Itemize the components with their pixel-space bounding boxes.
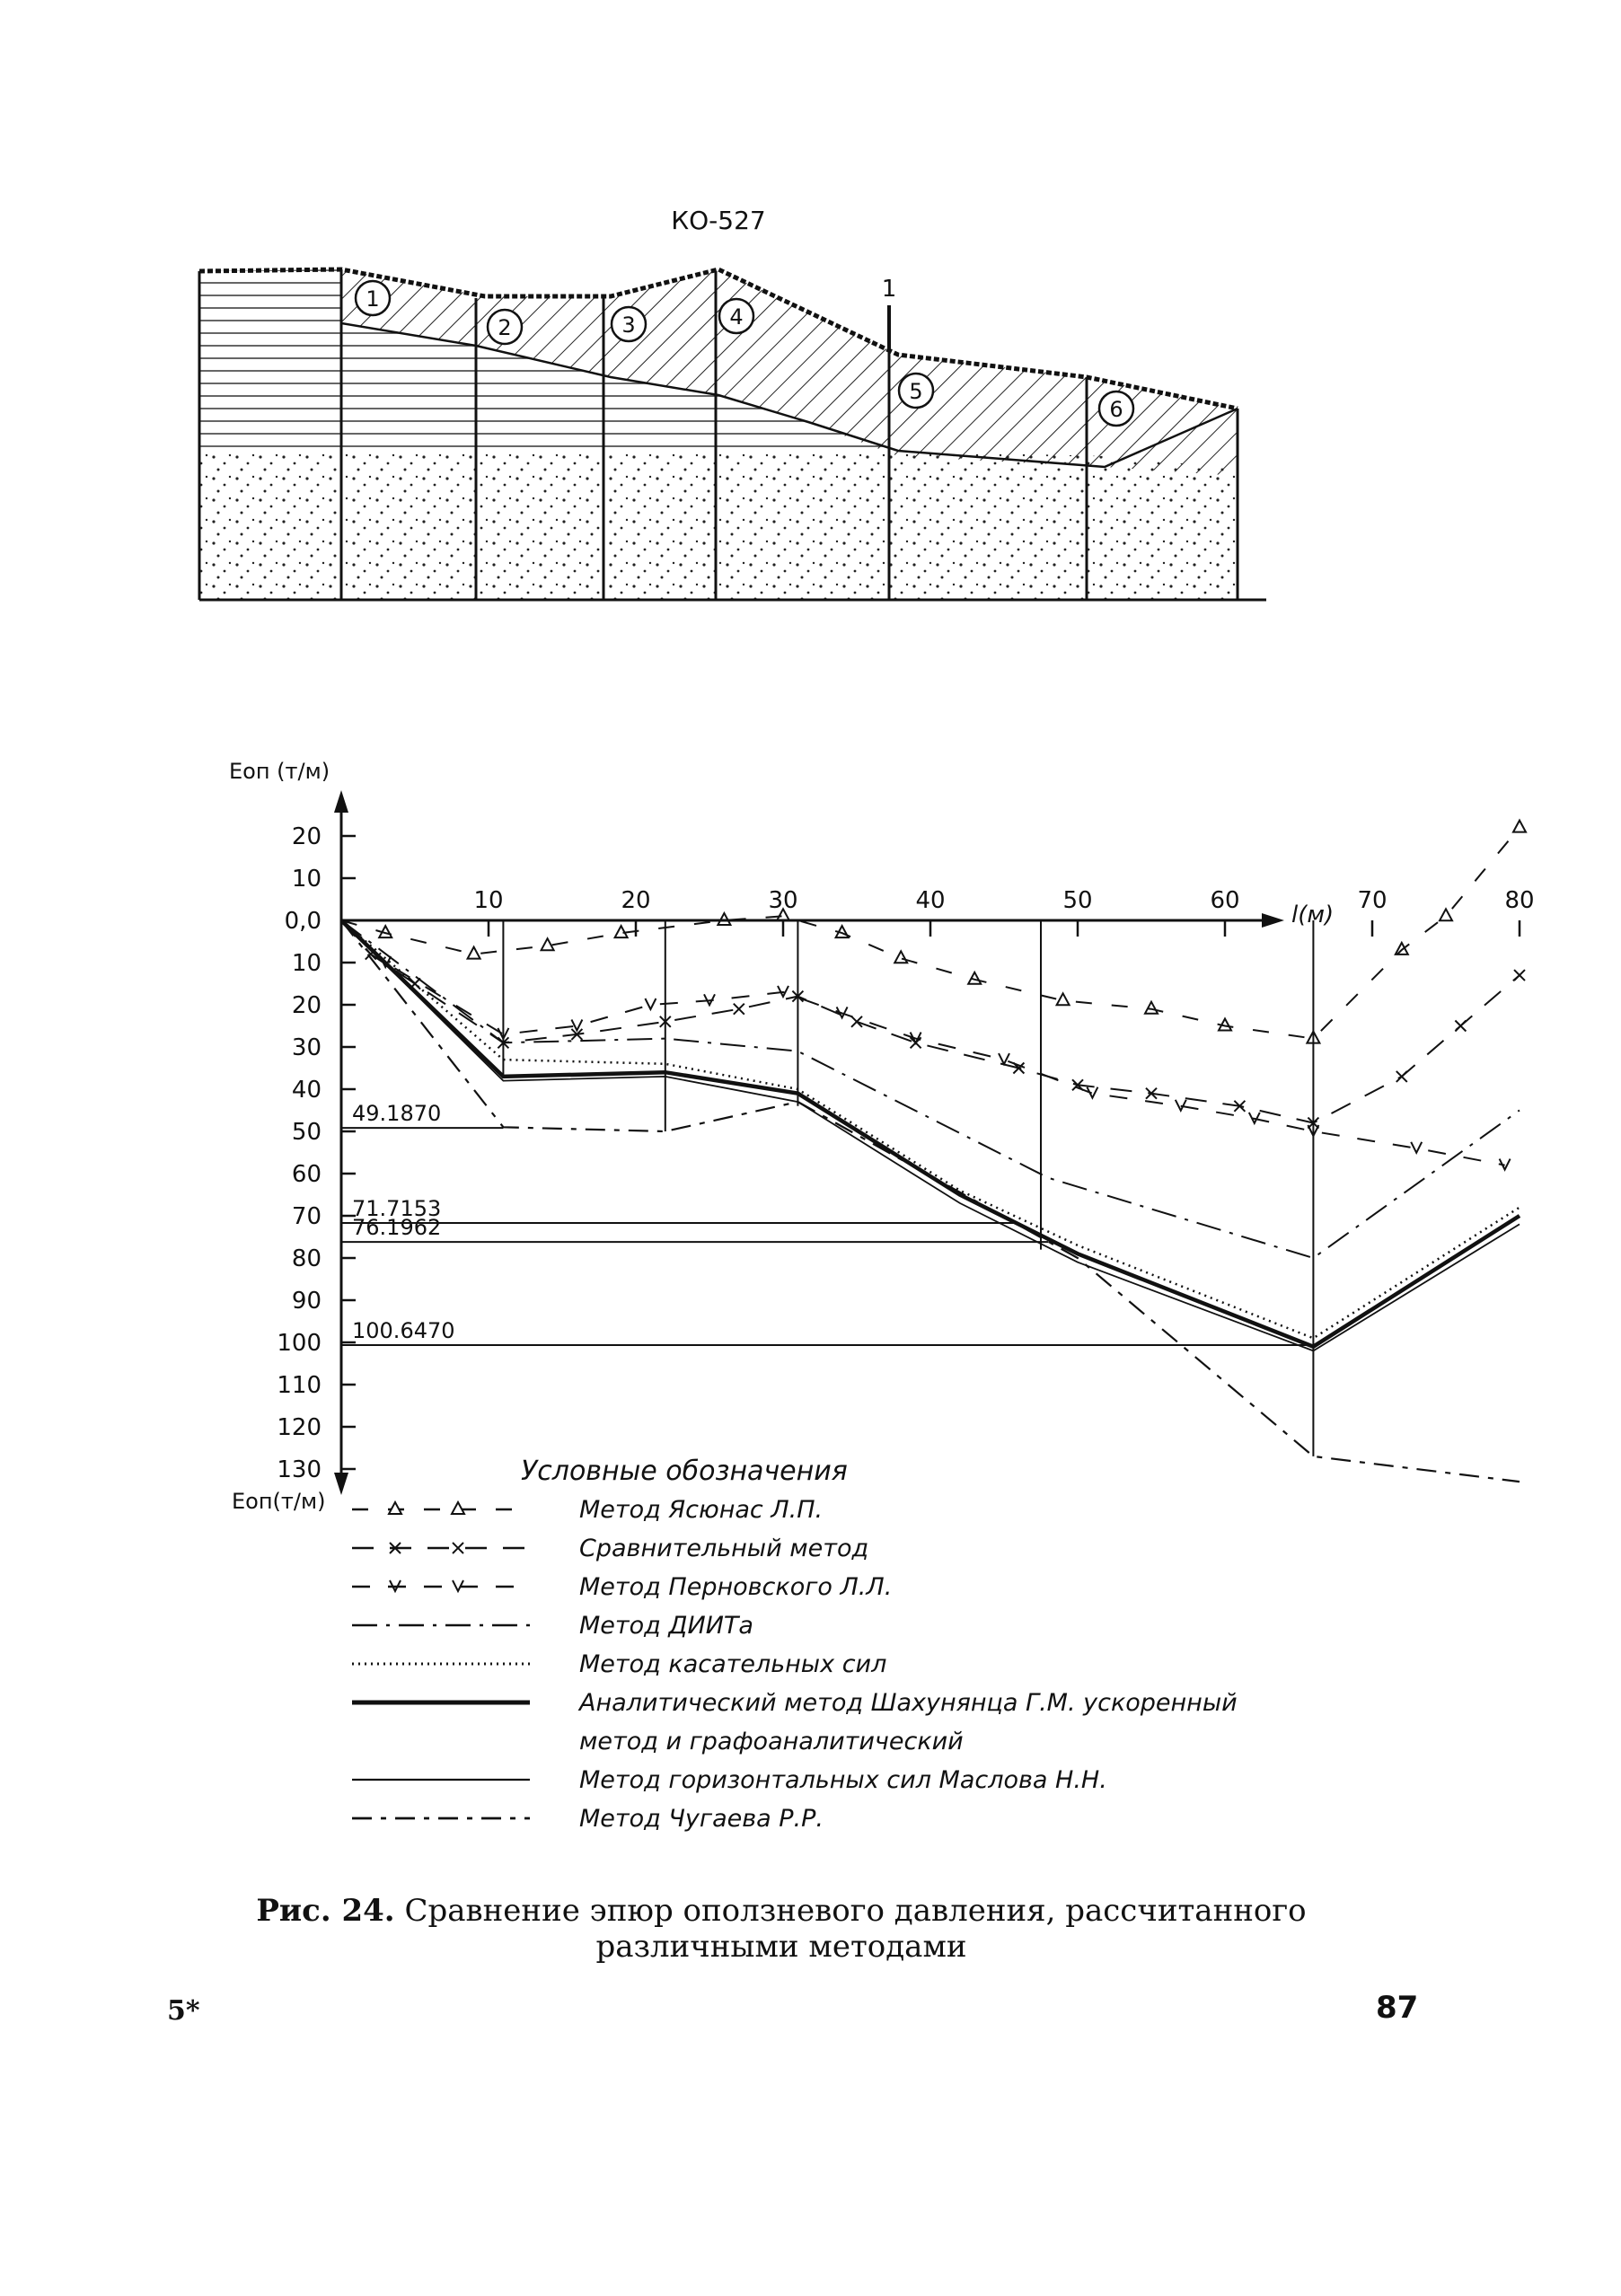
level-label: 100.6470	[352, 1318, 455, 1344]
signature-mark: 5*	[167, 1995, 200, 2027]
svg-text:1: 1	[366, 286, 380, 312]
legend-label: Метод горизонтальных сил Маслова Н.Н.	[579, 1766, 1107, 1794]
legend-title: Условные обозначения	[521, 1456, 848, 1487]
y-tick-label: 110	[277, 1372, 322, 1399]
legend-label: Метод Перновского Л.Л.	[579, 1573, 893, 1601]
x-tick-label: 20	[621, 887, 651, 914]
page-number: 87	[1376, 1990, 1419, 2026]
y-tick-label: 10	[291, 950, 322, 977]
y-axis-label-top: Eоп (т/м)	[229, 759, 330, 784]
y-tick-label: 130	[277, 1456, 322, 1483]
x-tick-label: 50	[1062, 887, 1093, 914]
x-tick-label: 80	[1504, 887, 1535, 914]
y-tick-label: 30	[291, 1034, 322, 1061]
y-tick-label: 120	[277, 1414, 322, 1441]
y-tick-label: 40	[291, 1077, 322, 1104]
svg-text:3: 3	[621, 312, 636, 338]
x-tick-label: 30	[768, 887, 798, 914]
y-tick-label: 90	[291, 1288, 322, 1315]
y-tick-label: 80	[291, 1245, 322, 1272]
x-tick-label: 70	[1357, 887, 1388, 914]
caption-label: Рис. 24.	[256, 1893, 395, 1929]
x-tick-label: 40	[915, 887, 946, 914]
legend-label: Метод касательных сил	[579, 1650, 887, 1678]
y-tick-label: 20	[291, 992, 322, 1019]
legend-label: Метод ДИИТа	[579, 1612, 753, 1640]
legend-label: Метод Ясюнас Л.П.	[579, 1496, 824, 1524]
level-label: 76.1962	[352, 1215, 442, 1241]
y-tick-label: 0,0	[284, 908, 322, 935]
legend-marker	[452, 1502, 464, 1514]
svg-text:5: 5	[909, 379, 923, 404]
x-axis-label: l(м)	[1291, 902, 1335, 928]
legend-label: Сравнительный метод	[579, 1535, 869, 1562]
caption-text: Сравнение эпюр оползневого давления, рассчитанного различными методами	[404, 1893, 1307, 1965]
x-tick-label: 60	[1210, 887, 1240, 914]
legend-marker	[453, 1543, 463, 1553]
legend-label: Метод Чугаева Р.Р.	[579, 1805, 824, 1833]
y-tick-label: 60	[291, 1161, 322, 1188]
legend-label: метод и графоаналитический	[579, 1728, 964, 1755]
y-tick-label: 20	[291, 823, 322, 850]
svg-text:2: 2	[498, 315, 512, 340]
legend-label: Аналитический метод Шахунянца Г.М. ускоренный	[579, 1689, 1238, 1717]
svg-text:4: 4	[729, 304, 744, 330]
profile-label: КО-527	[671, 206, 766, 235]
y-axis-label-bottom: Eоп(т/м)	[232, 1489, 326, 1514]
y-tick-label: 10	[291, 866, 322, 893]
section-marker-label: 1	[881, 276, 897, 303]
y-tick-label: 100	[277, 1330, 322, 1357]
y-tick-label: 50	[291, 1119, 322, 1146]
figure-caption	[198, 1893, 1365, 1965]
svg-text:6: 6	[1109, 397, 1123, 422]
x-tick-label: 10	[473, 887, 504, 914]
level-label: 49.1870	[352, 1101, 442, 1127]
y-tick-label: 70	[291, 1203, 322, 1230]
legend-marker	[389, 1502, 401, 1514]
level-label: 71.7153	[352, 1196, 442, 1222]
